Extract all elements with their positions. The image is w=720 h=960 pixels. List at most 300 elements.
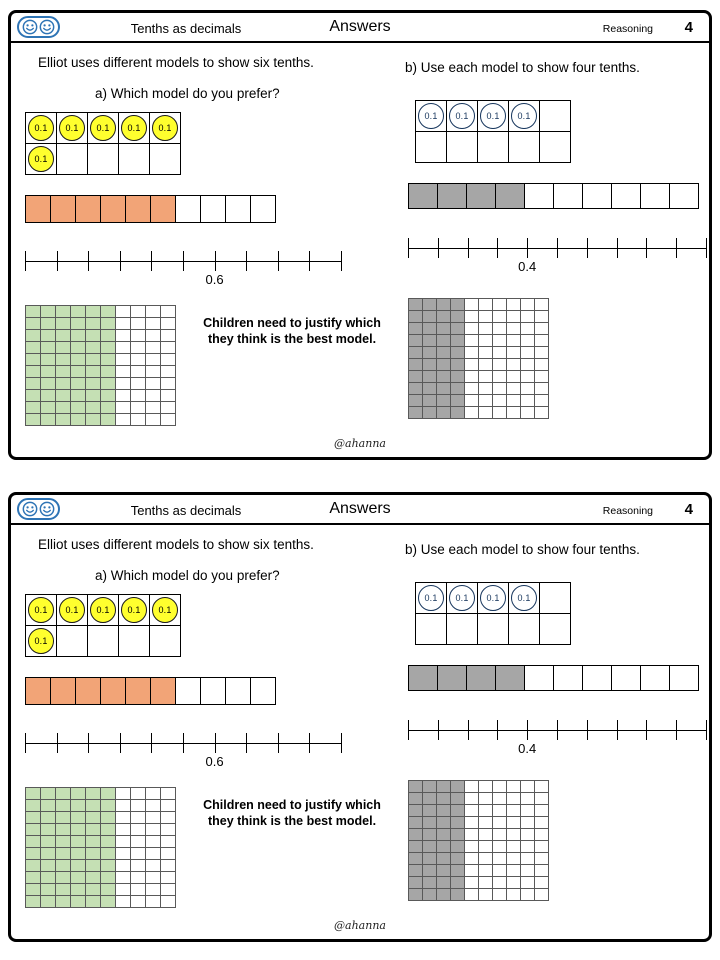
counter-cell: [416, 132, 446, 162]
grid-cell: [521, 383, 534, 394]
grid-cell: [71, 354, 85, 365]
grid-cell: [71, 824, 85, 835]
bar-cell: [612, 666, 640, 690]
grid-cell: [56, 860, 70, 871]
grid-cell: [465, 407, 478, 418]
grid-cell: [56, 402, 70, 413]
grid-cell: [521, 865, 534, 876]
tenth-counter: 0.1: [28, 597, 54, 623]
grid-cell: [146, 788, 160, 799]
bar-cell: [670, 184, 698, 208]
tick-mark: [309, 251, 310, 271]
grid-cell: [409, 781, 422, 792]
grid-cell: [161, 860, 175, 871]
grid-cell: [451, 889, 464, 900]
grid-cell: [71, 896, 85, 907]
tick-mark: [215, 251, 216, 271]
grid-cell: [146, 342, 160, 353]
grid-cell: [409, 371, 422, 382]
grid-cell: [71, 306, 85, 317]
grid-cell: [493, 335, 506, 346]
grid-cell: [507, 781, 520, 792]
tick-mark: [183, 733, 184, 753]
grid-cell: [71, 390, 85, 401]
worksheet-page: [8, 492, 712, 942]
grid-cell: [71, 402, 85, 413]
grid-cell: [56, 318, 70, 329]
grid-cell: [146, 402, 160, 413]
grid-cell: [479, 407, 492, 418]
grid-cell: [41, 860, 55, 871]
tick-mark: [25, 251, 26, 271]
tenth-counter: 0.1: [511, 585, 537, 611]
grid-cell: [493, 383, 506, 394]
grid-cell: [521, 793, 534, 804]
grid-cell: [71, 812, 85, 823]
grid-cell: [101, 318, 115, 329]
grid-cell: [26, 366, 40, 377]
counter-cell: [88, 595, 118, 625]
grid-cell: [161, 824, 175, 835]
grid-cell: [521, 371, 534, 382]
bar-cell: [670, 666, 698, 690]
tick-mark: [617, 238, 618, 258]
grid-cell: [451, 865, 464, 876]
grid-cell: [465, 853, 478, 864]
grid-cell: [535, 335, 548, 346]
counter-cell: [119, 595, 149, 625]
counter-cell: [447, 132, 477, 162]
grid-cell: [26, 318, 40, 329]
tick-mark: [215, 733, 216, 753]
bar-cell: [467, 184, 495, 208]
number-line-six-tenths: [25, 251, 341, 287]
counter-cell: [478, 614, 508, 644]
grid-cell: [161, 318, 175, 329]
grid-cell: [161, 414, 175, 425]
grid-cell: [535, 383, 548, 394]
question-a-label: a) Which model do you prefer?: [95, 86, 280, 101]
grid-cell: [521, 781, 534, 792]
grid-cell: [116, 860, 130, 871]
grid-cell: [41, 342, 55, 353]
grid-cell: [86, 378, 100, 389]
hundred-grid-six-tenths: [25, 305, 176, 426]
grid-cell: [437, 395, 450, 406]
grid-cell: [535, 877, 548, 888]
grid-cell: [161, 366, 175, 377]
grid-cell: [116, 306, 130, 317]
bar-model-six-tenths: [25, 195, 276, 223]
tenth-counter: 0.1: [121, 115, 147, 141]
tenth-counter: 0.1: [28, 146, 54, 172]
grid-cell: [161, 390, 175, 401]
tenth-counter: 0.1: [418, 103, 444, 129]
hundred-grid-six-tenths: [25, 787, 176, 908]
grid-cell: [423, 853, 436, 864]
grid-cell: [101, 800, 115, 811]
grid-cell: [409, 323, 422, 334]
question-b-label: b) Use each model to show four tenths.: [405, 60, 640, 75]
question-b-label: b) Use each model to show four tenths.: [405, 542, 640, 557]
counter-cell: [26, 595, 56, 625]
grid-cell: [86, 800, 100, 811]
counter-cell: [540, 132, 570, 162]
grid-cell: [437, 359, 450, 370]
grid-cell: [161, 402, 175, 413]
grid-cell: [409, 395, 422, 406]
grid-cell: [437, 889, 450, 900]
counter-cell: [88, 144, 118, 174]
grid-cell: [41, 354, 55, 365]
grid-cell: [146, 848, 160, 859]
grid-cell: [535, 889, 548, 900]
grid-cell: [116, 390, 130, 401]
grid-cell: [535, 781, 548, 792]
grid-cell: [409, 829, 422, 840]
grid-cell: [116, 330, 130, 341]
grid-cell: [423, 817, 436, 828]
grid-cell: [101, 402, 115, 413]
counter-cell: [57, 144, 87, 174]
grid-cell: [131, 306, 145, 317]
grid-cell: [41, 872, 55, 883]
grid-cell: [56, 800, 70, 811]
grid-cell: [86, 812, 100, 823]
category-label: Reasoning: [602, 23, 653, 35]
grid-cell: [131, 354, 145, 365]
grid-cell: [423, 889, 436, 900]
grid-cell: [465, 359, 478, 370]
grid-cell: [423, 781, 436, 792]
grid-cell: [423, 383, 436, 394]
grid-cell: [521, 407, 534, 418]
grid-cell: [146, 378, 160, 389]
bar-model-four-tenths: [408, 183, 699, 209]
tick-mark: [341, 733, 342, 753]
grid-cell: [26, 800, 40, 811]
hundred-grid-four-tenths: [408, 298, 549, 419]
grid-cell: [451, 829, 464, 840]
bar-cell: [151, 196, 175, 222]
grid-cell: [116, 318, 130, 329]
tick-mark: [587, 238, 588, 258]
counter-cell: [447, 101, 477, 131]
bar-cell: [467, 666, 495, 690]
grid-cell: [507, 335, 520, 346]
grid-cell: [479, 829, 492, 840]
grid-cell: [451, 853, 464, 864]
grid-cell: [101, 306, 115, 317]
grid-cell: [465, 299, 478, 310]
grid-cell: [146, 836, 160, 847]
bar-cell: [26, 678, 50, 704]
grid-cell: [71, 800, 85, 811]
grid-cell: [146, 800, 160, 811]
grid-cell: [41, 800, 55, 811]
grid-cell: [451, 793, 464, 804]
grid-cell: [479, 371, 492, 382]
counter-cell: [416, 614, 446, 644]
bar-cell: [496, 184, 524, 208]
grid-cell: [56, 824, 70, 835]
grid-cell: [86, 318, 100, 329]
grid-cell: [493, 299, 506, 310]
grid-cell: [161, 354, 175, 365]
grid-cell: [535, 853, 548, 864]
grid-cell: [521, 299, 534, 310]
grid-cell: [131, 860, 145, 871]
tick-mark: [438, 238, 439, 258]
grid-cell: [409, 299, 422, 310]
grid-cell: [86, 414, 100, 425]
grid-cell: [451, 359, 464, 370]
grid-cell: [101, 414, 115, 425]
bar-cell: [26, 196, 50, 222]
grid-cell: [493, 829, 506, 840]
grid-cell: [86, 896, 100, 907]
grid-cell: [56, 884, 70, 895]
grid-cell: [451, 311, 464, 322]
grid-cell: [451, 407, 464, 418]
counter-cell: [26, 144, 56, 174]
grid-cell: [465, 311, 478, 322]
bar-cell: [201, 678, 225, 704]
grid-cell: [479, 841, 492, 852]
answer-note: Children need to justify which they think is the best model.: [203, 798, 381, 829]
tick-mark: [151, 251, 152, 271]
grid-cell: [71, 836, 85, 847]
grid-cell: [507, 359, 520, 370]
tick-mark: [497, 720, 498, 740]
counter-cell: [57, 595, 87, 625]
tick-mark: [88, 251, 89, 271]
grid-cell: [86, 788, 100, 799]
grid-cell: [451, 299, 464, 310]
grid-cell: [493, 877, 506, 888]
number-line-value-label: 0.4: [518, 259, 537, 274]
bar-cell: [226, 678, 250, 704]
grid-cell: [41, 824, 55, 835]
grid-cell: [26, 812, 40, 823]
question-intro: Elliot uses different models to show six tenths.: [38, 537, 314, 552]
grid-cell: [479, 359, 492, 370]
grid-cell: [437, 853, 450, 864]
grid-cell: [101, 848, 115, 859]
tick-mark: [151, 733, 152, 753]
grid-cell: [479, 817, 492, 828]
grid-cell: [521, 359, 534, 370]
counters-model-six-tenths: [25, 594, 181, 657]
grid-cell: [451, 781, 464, 792]
grid-cell: [26, 402, 40, 413]
grid-cell: [131, 318, 145, 329]
grid-cell: [437, 407, 450, 418]
grid-cell: [101, 378, 115, 389]
grid-cell: [479, 865, 492, 876]
grid-cell: [41, 414, 55, 425]
grid-cell: [71, 860, 85, 871]
grid-cell: [451, 805, 464, 816]
grid-cell: [131, 342, 145, 353]
bar-cell: [612, 184, 640, 208]
grid-cell: [161, 788, 175, 799]
grid-cell: [507, 829, 520, 840]
grid-cell: [26, 848, 40, 859]
grid-cell: [71, 330, 85, 341]
grid-cell: [451, 395, 464, 406]
grid-cell: [161, 330, 175, 341]
grid-cell: [479, 853, 492, 864]
tick-mark: [557, 720, 558, 740]
grid-cell: [493, 395, 506, 406]
bar-cell: [525, 184, 553, 208]
counter-cell: [57, 113, 87, 143]
question-a-label: a) Which model do you prefer?: [95, 568, 280, 583]
grid-cell: [437, 323, 450, 334]
grid-cell: [409, 853, 422, 864]
grid-cell: [56, 390, 70, 401]
bar-cell: [583, 184, 611, 208]
grid-cell: [437, 383, 450, 394]
grid-cell: [507, 793, 520, 804]
counter-cell: [478, 132, 508, 162]
grid-cell: [131, 390, 145, 401]
grid-cell: [465, 335, 478, 346]
grid-cell: [451, 371, 464, 382]
bar-cell: [583, 666, 611, 690]
grid-cell: [493, 817, 506, 828]
bar-cell: [76, 678, 100, 704]
grid-cell: [409, 347, 422, 358]
counter-cell: [416, 583, 446, 613]
grid-cell: [409, 817, 422, 828]
grid-cell: [423, 335, 436, 346]
grid-cell: [86, 872, 100, 883]
bar-cell: [554, 184, 582, 208]
hundred-grid-four-tenths: [408, 780, 549, 901]
grid-cell: [535, 371, 548, 382]
grid-cell: [493, 371, 506, 382]
grid-cell: [56, 366, 70, 377]
counter-cell: [119, 144, 149, 174]
counter-cell: [119, 113, 149, 143]
grid-cell: [41, 896, 55, 907]
tick-mark: [183, 251, 184, 271]
grid-cell: [116, 788, 130, 799]
bar-cell: [554, 666, 582, 690]
grid-cell: [116, 366, 130, 377]
grid-cell: [26, 824, 40, 835]
grid-cell: [116, 872, 130, 883]
tick-mark: [408, 238, 409, 258]
grid-cell: [423, 407, 436, 418]
counter-cell: [150, 595, 180, 625]
tenth-counter: 0.1: [152, 597, 178, 623]
grid-cell: [465, 371, 478, 382]
grid-cell: [409, 805, 422, 816]
bar-model-four-tenths: [408, 665, 699, 691]
grid-cell: [493, 323, 506, 334]
tick-mark: [57, 733, 58, 753]
number-line-value-label: 0.6: [205, 272, 224, 287]
grid-cell: [86, 342, 100, 353]
counter-cell: [447, 614, 477, 644]
grid-cell: [409, 889, 422, 900]
grid-cell: [56, 896, 70, 907]
grid-cell: [451, 335, 464, 346]
grid-cell: [507, 347, 520, 358]
grid-cell: [451, 383, 464, 394]
counters-model-six-tenths: [25, 112, 181, 175]
tenth-counter: 0.1: [449, 103, 475, 129]
grid-cell: [116, 378, 130, 389]
grid-cell: [26, 378, 40, 389]
grid-cell: [437, 299, 450, 310]
grid-cell: [493, 311, 506, 322]
grid-cell: [479, 383, 492, 394]
grid-cell: [423, 841, 436, 852]
grid-cell: [479, 395, 492, 406]
grid-cell: [423, 865, 436, 876]
grid-cell: [161, 872, 175, 883]
tick-mark: [408, 720, 409, 740]
grid-cell: [101, 330, 115, 341]
grid-cell: [41, 788, 55, 799]
grid-cell: [116, 342, 130, 353]
grid-cell: [521, 311, 534, 322]
grid-cell: [479, 323, 492, 334]
grid-cell: [71, 318, 85, 329]
grid-cell: [479, 781, 492, 792]
grid-cell: [161, 378, 175, 389]
tick-mark: [468, 720, 469, 740]
grid-cell: [146, 366, 160, 377]
grid-cell: [479, 335, 492, 346]
grid-cell: [507, 817, 520, 828]
grid-cell: [493, 359, 506, 370]
grid-cell: [437, 371, 450, 382]
grid-cell: [535, 299, 548, 310]
counter-cell: [540, 101, 570, 131]
tick-mark: [646, 720, 647, 740]
counter-cell: [150, 113, 180, 143]
grid-cell: [423, 877, 436, 888]
tenth-counter: 0.1: [152, 115, 178, 141]
grid-cell: [493, 407, 506, 418]
category-label: Reasoning: [602, 505, 653, 517]
bar-cell: [641, 666, 669, 690]
bar-cell: [438, 184, 466, 208]
grid-cell: [131, 402, 145, 413]
grid-cell: [161, 812, 175, 823]
grid-cell: [131, 896, 145, 907]
number-line-four-tenths: [408, 720, 706, 756]
tick-mark: [25, 733, 26, 753]
tenth-counter: 0.1: [59, 115, 85, 141]
grid-cell: [437, 865, 450, 876]
grid-cell: [161, 884, 175, 895]
grid-cell: [493, 853, 506, 864]
tick-mark: [309, 733, 310, 753]
counter-cell: [478, 101, 508, 131]
grid-cell: [146, 896, 160, 907]
grid-cell: [493, 805, 506, 816]
grid-cell: [71, 848, 85, 859]
grid-cell: [101, 812, 115, 823]
grid-cell: [465, 841, 478, 852]
grid-cell: [493, 793, 506, 804]
